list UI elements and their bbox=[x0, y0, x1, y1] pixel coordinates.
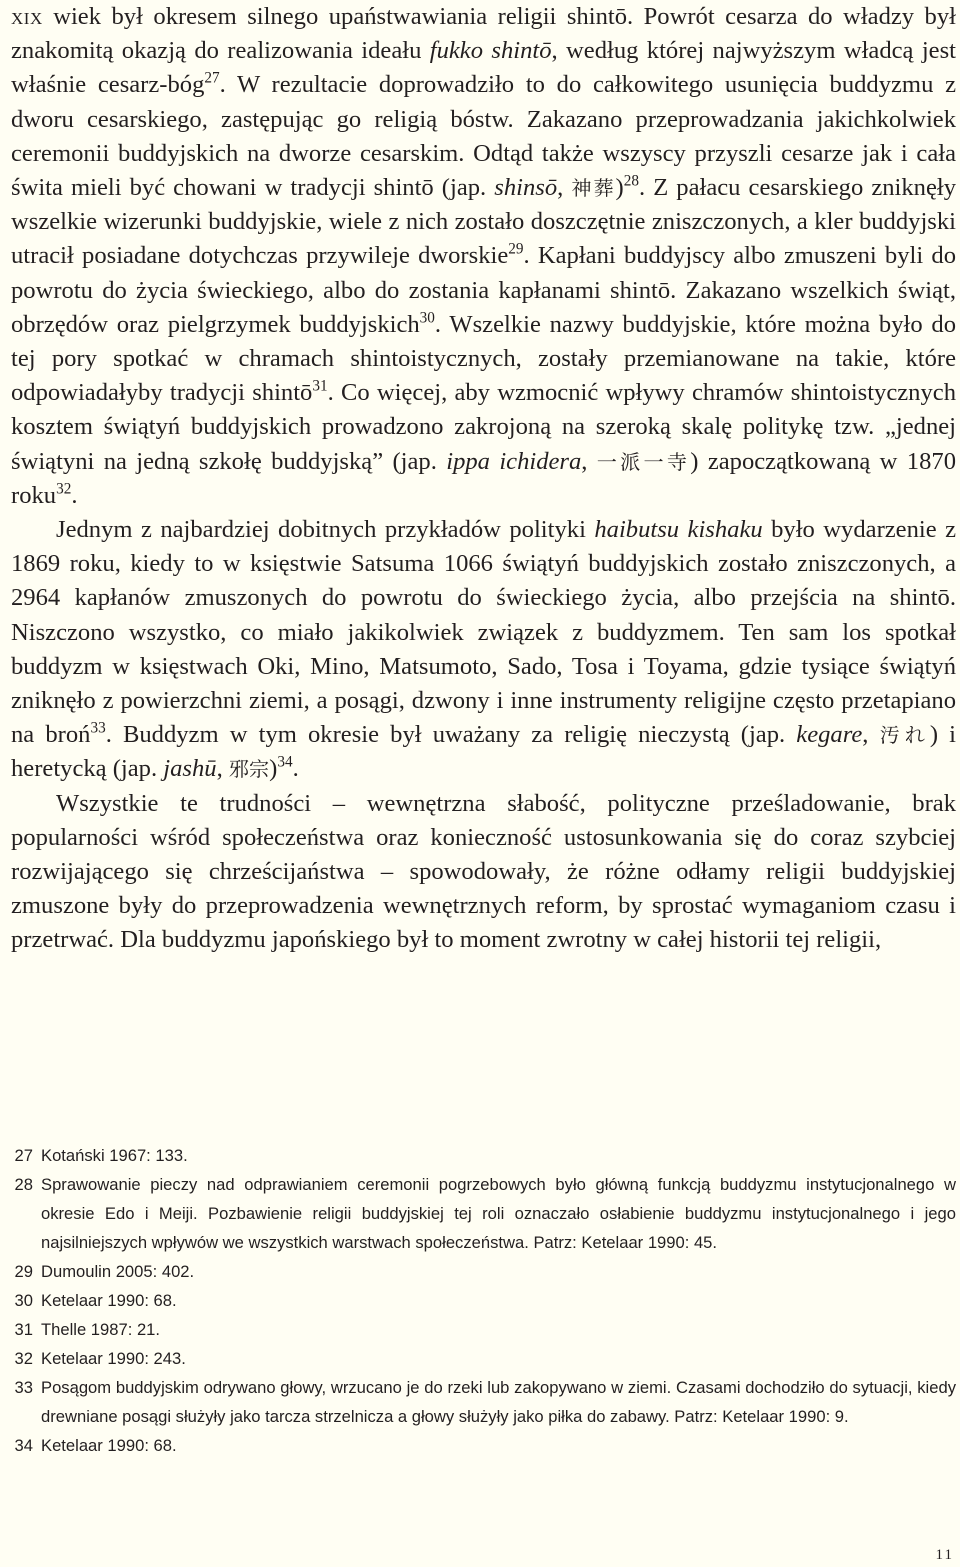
century-numeral: xix bbox=[11, 3, 43, 30]
text-run: wiek był okresem silnego upaństwawiania religii shintō. Powrót cesarza do władzy był znakomitą okazją do realizowania ideału bbox=[11, 3, 956, 65]
term-fukko-shinto: fukko shintō bbox=[429, 37, 552, 65]
footnote-number: 28 bbox=[14, 1175, 33, 1194]
footnote-text: Ketelaar 1990: 243. bbox=[41, 1349, 186, 1368]
footnote-ref-27[interactable]: 27 bbox=[204, 69, 220, 87]
text-run: . Z pałacu cesarskiego zniknęły wszelkie wizerunki buddyjskie, wiele z nich zostało doszczętnie zniszczonych, a kler buddyjski utracił posiadane dotychczas przywileje dworskie bbox=[11, 174, 957, 270]
comma: , bbox=[216, 755, 229, 783]
footnote-ref-28[interactable]: 28 bbox=[623, 172, 639, 190]
text-run: , według której najwyższym władcą jest właśnie cesarz-bóg bbox=[11, 37, 956, 99]
footnote-text: Kotański 1967: 133. bbox=[41, 1146, 188, 1165]
footnote-28 bbox=[11, 1170, 956, 1257]
footnote-number: 32 bbox=[14, 1349, 33, 1368]
page-number: 11 bbox=[935, 1547, 954, 1563]
kanji-shinso: 神葬 bbox=[571, 176, 616, 201]
footnote-ref-32[interactable]: 32 bbox=[56, 480, 72, 498]
paragraph-3: Wszystkie te trudności – wewnętrzna słabość, polityczne prześladowanie, brak popularności wśród społeczeństwa oraz konieczność ustosunkowania się do coraz szybciej rozwijającego się chrześcijaństwa – spowodowały, że różne odłamy religii buddyjskiej zmuszone były do przeprowadzenia wewnętrznych reform, by sprostać wymaganiom czasu i przetrwać. Dla buddyzmu japońskiego był to moment zwrotny w całej historii tej religii, bbox=[11, 789, 956, 954]
text-run: Jednym z najbardziej dobitnych przykładów polityki bbox=[56, 516, 595, 544]
footnote-text: Dumoulin 2005: 402. bbox=[41, 1262, 195, 1281]
footnotes bbox=[11, 1141, 956, 1460]
text-run: . W rezultacie doprowadziło to do całkowitego usunięcia buddyzmu z dworu cesarskiego, zastępując go religią bóstw. Zakazano przeprowadzania jakichkolwiek ceremonii buddyjskich na dworze cesarskim. Odtąd także wszyscy przyszli cesarze jak i cała świta mieli być chowani w tradycji shintō (jap. bbox=[11, 71, 957, 202]
text-run: . Buddyzm w tym okresie był uważany za religię nieczystą (jap. bbox=[105, 721, 797, 749]
footnote-29 bbox=[11, 1257, 956, 1286]
text-run: . Wszelkie nazwy buddyjskie, które można było do tej pory spotkać w chramach shintoistycznych, zostały przemianowane na takie, które odpowiadałyby tradycji shintō bbox=[11, 310, 956, 407]
term-shinso: shinsō bbox=[494, 174, 558, 202]
footnote-ref-31[interactable]: 31 bbox=[312, 377, 328, 395]
term-jashu: jashū bbox=[163, 755, 217, 783]
text-run: . Kapłani buddyjscy albo zmuszeni byli do powrotu do życia świeckiego, albo do zostania kapłanami shintō. Zakazano wszelkich świąt, obrzędów oraz pielgrzymek buddyjskich bbox=[11, 242, 956, 338]
footnote-ref-29[interactable]: 29 bbox=[508, 240, 524, 258]
comma: , bbox=[557, 174, 572, 202]
footnote-33 bbox=[11, 1373, 956, 1431]
term-kegare: kegare bbox=[796, 721, 863, 749]
footnote-text: Ketelaar 1990: 68. bbox=[41, 1291, 177, 1310]
footnote-text: Ketelaar 1990: 68. bbox=[41, 1436, 177, 1455]
kanji-jashu: 邪宗 bbox=[228, 757, 270, 782]
footnote-ref-34[interactable]: 34 bbox=[277, 754, 293, 772]
paragraph-2 bbox=[11, 513, 956, 787]
footnote-number: 31 bbox=[14, 1320, 33, 1339]
footnote-30 bbox=[11, 1286, 956, 1315]
footnote-number: 27 bbox=[14, 1146, 33, 1165]
comma: , bbox=[862, 721, 880, 749]
kanji-ippa-ichidera: 一派一寺 bbox=[596, 449, 691, 474]
term-ippa-ichidera: ippa ichidera bbox=[446, 447, 582, 475]
footnote-number: 29 bbox=[14, 1262, 33, 1281]
footnote-31 bbox=[11, 1315, 956, 1344]
text-run: . bbox=[71, 481, 78, 509]
footnote-ref-33[interactable]: 33 bbox=[90, 719, 106, 737]
footnote-number: 33 bbox=[14, 1378, 33, 1397]
text-run: ) zapoczątkowaną w 1870 roku bbox=[11, 447, 956, 509]
footnote-32 bbox=[11, 1344, 956, 1373]
comma: , bbox=[581, 447, 597, 475]
footnote-number: 30 bbox=[14, 1291, 33, 1310]
text-run: było wydarzenie z 1869 roku, kiedy to w księstwie Satsuma 1066 świątyń buddyjskich zostało zniszczonych, a 2964 kapłanów zmuszonych do powrotu do świeckiego życia, albo przejścia na shintō. Niszczono wszystko, co miało jakikolwiek związek z buddyzmem. Ten sam los spotkał buddyzm w księstwach Oki, Mino, Matsumoto, Sado, Tosa i Toyama, gdzie tysiące świątyń zniknęło z powierzchni ziemi, a posągi, dzwony i inne instrumenty religijne często przetapiano na broń bbox=[11, 516, 956, 749]
footnote-ref-30[interactable]: 30 bbox=[419, 309, 435, 327]
text-run: ) bbox=[615, 174, 624, 202]
footnote-number: 34 bbox=[14, 1436, 33, 1455]
footnote-34 bbox=[11, 1431, 956, 1460]
text-run: ) bbox=[269, 755, 278, 783]
footnote-text: Thelle 1987: 21. bbox=[41, 1320, 161, 1339]
kanji-kegare: 汚れ bbox=[879, 723, 930, 748]
term-haibutsu-kishaku: haibutsu kishaku bbox=[594, 516, 763, 544]
paragraph-1 bbox=[11, 0, 956, 513]
footnote-27 bbox=[11, 1141, 956, 1170]
footnote-text: Posągom buddyjskim odrywano głowy, wrzucano je do rzeki lub zakopywano w ziemi. Czasami dochodziło do sytuacji, kiedy drewniane posągi służyły jako tarcza strzelnicza a głowy służyły jako piłka do zabawy. Patrz: Ketelaar 1990: 9. bbox=[41, 1378, 956, 1426]
text-run: ) i heretycką (jap. bbox=[11, 721, 957, 783]
text-run: . bbox=[292, 755, 299, 783]
text-run: . Co więcej, aby wzmocnić wpływy chramów shintoistycznych kosztem świątyń buddyjskich prowadzono zakrojoną na szeroką skalę politykę tzw. „jednej świątyni na jedną szkołę buddyjską” (jap. bbox=[11, 379, 956, 475]
footnote-text: Sprawowanie pieczy nad odprawianiem ceremonii pogrzebowych było główną funkcją buddyzmu instytucjonalnego w okresie Edo i Meiji. Pozbawienie religii buddyjskiej tej roli oznaczało osłabienie buddyzmu instytucjonalnego i jego najsilniejszych wpływów we wszystkich warstwach społeczeństwa. Patrz: Ketelaar 1990: 45. bbox=[41, 1175, 956, 1252]
main-text bbox=[11, 0, 956, 958]
